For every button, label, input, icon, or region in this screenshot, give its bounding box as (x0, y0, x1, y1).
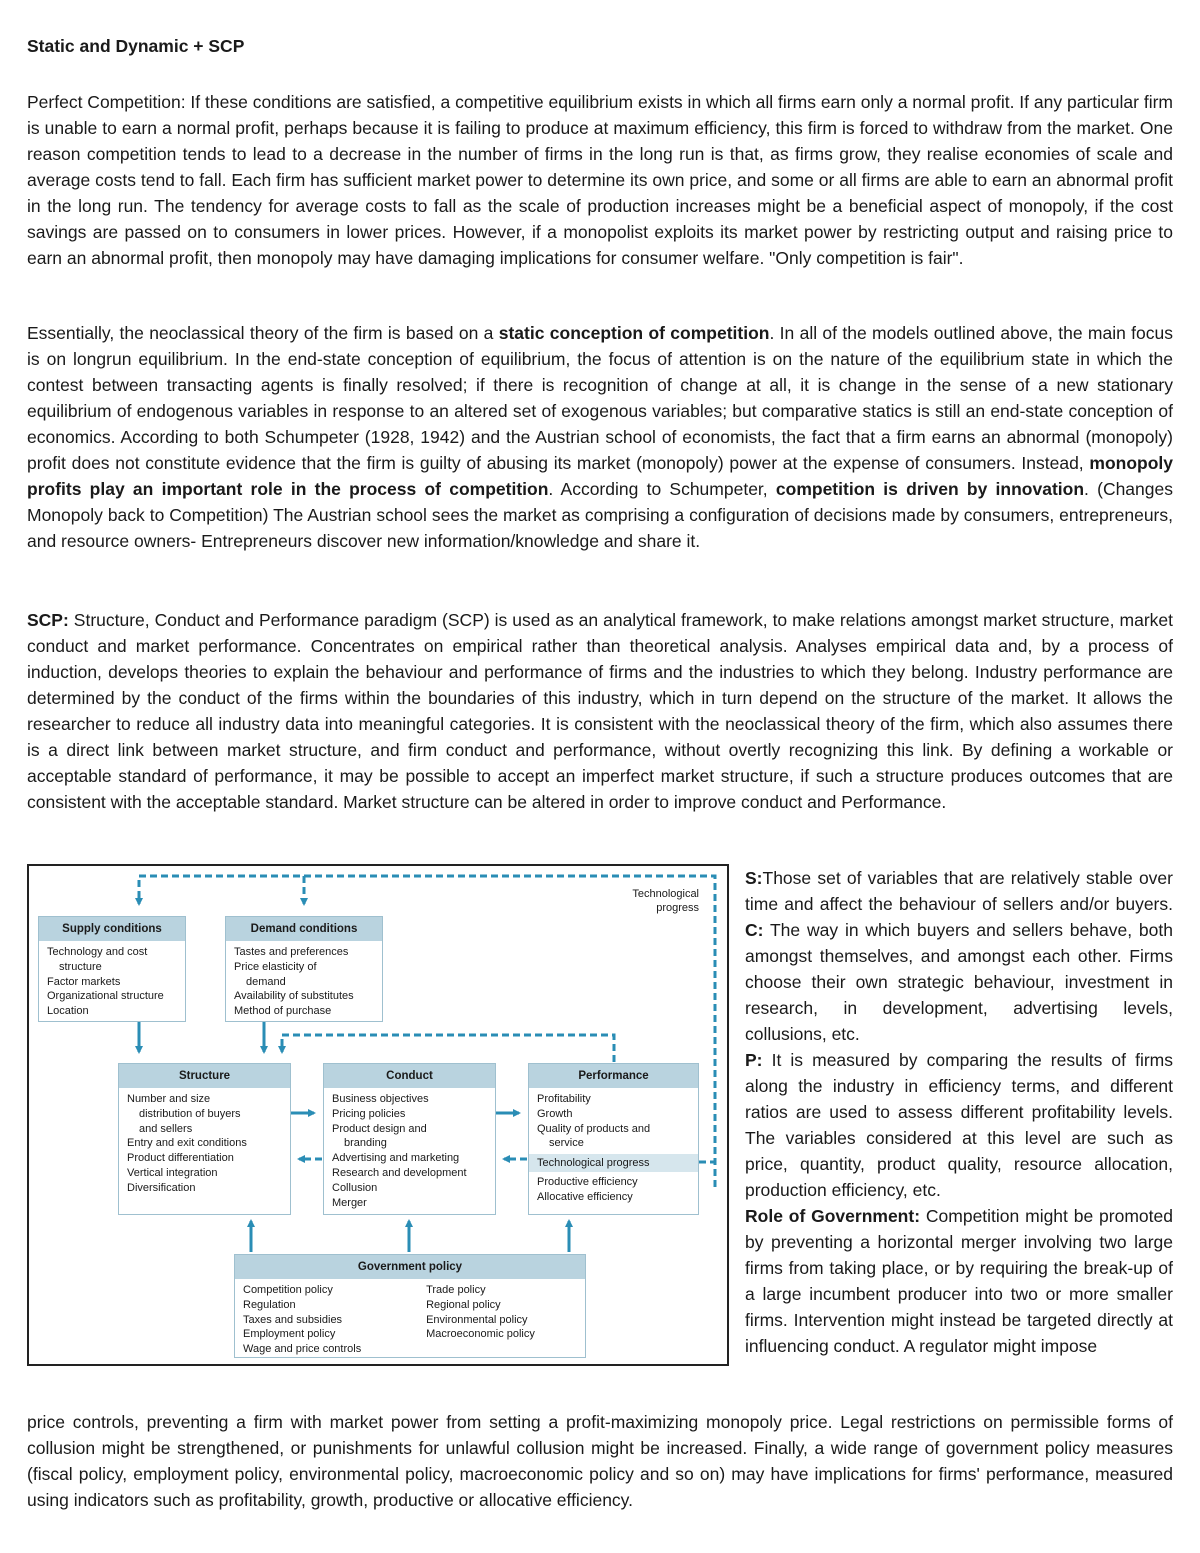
government-item: Employment policy (243, 1328, 336, 1341)
government-text: Competition might be promoted by preventing a horizontal merger involving two large firms from taking place, or by requiring the break-up of a large incumbent producer into two or more smaller firms. Intervention might instead be targeted directly at influencing conduct. A regulator might impose (745, 1206, 1173, 1356)
government-item: Taxes and subsidies (243, 1313, 343, 1326)
structure-item: distribution of buyers (139, 1107, 241, 1120)
scp-diagram (27, 864, 729, 1366)
supply-item: Technology and cost (47, 946, 148, 958)
conduct-box (323, 1063, 496, 1215)
p2-text-4: . (Changes Monopoly back to Competition) The Austrian school sees the market as comprising a configuration of decisions made by consumers, entrepreneurs, and resource owners- Entrepreneurs discover new information/knowledge and share it. (27, 479, 1173, 551)
demand-item: Method of purchase (234, 1005, 332, 1018)
structure-item: Diversification (127, 1181, 196, 1194)
p-text: It is measured by comparing the results of firms along the industry in efficiency terms, and different ratios are used to assess different profitability levels. The variables considered at this level are such as price, quantity, product quality, resource allocation, production efficiency, etc. (745, 1050, 1173, 1200)
government-item: Environmental policy (426, 1313, 528, 1326)
performance-item: service (549, 1137, 584, 1150)
demand-conditions-title: Demand conditions (226, 917, 382, 941)
p2-bold-1: static conception of competition (498, 323, 770, 343)
performance-item: Productive efficiency (537, 1176, 638, 1189)
conduct-item: Merger (332, 1196, 367, 1209)
demand-item: Availability of substitutes (234, 990, 354, 1003)
p2-text-3: . According to Schumpeter, (548, 479, 776, 499)
structure-box (118, 1063, 291, 1215)
conduct-item: Research and development (332, 1166, 467, 1179)
conduct-item: Pricing policies (332, 1107, 406, 1120)
structure-title: Structure (119, 1064, 290, 1088)
performance-box (528, 1063, 699, 1215)
government-label: Role of Government: (745, 1206, 921, 1226)
supply-item: Organizational structure (47, 990, 164, 1003)
document-title: Static and Dynamic + SCP (27, 36, 245, 56)
conduct-item: Collusion (332, 1181, 378, 1194)
structure-item: Number and size (127, 1093, 211, 1105)
demand-item: Tastes and preferences (234, 946, 349, 958)
structure-item: Vertical integration (127, 1166, 218, 1179)
government-col-2 (426, 1283, 576, 1342)
government-item: Trade policy (426, 1284, 486, 1296)
structure-item: Entry and exit conditions (127, 1137, 247, 1150)
conduct-title: Conduct (324, 1064, 495, 1088)
performance-title: Performance (529, 1064, 698, 1088)
government-item: Regional policy (426, 1298, 501, 1311)
structure-item: and sellers (139, 1122, 193, 1135)
c-label: C: (745, 920, 764, 940)
scp-label: SCP: (27, 610, 69, 630)
p-label: P: (745, 1050, 763, 1070)
government-col-1 (243, 1283, 423, 1357)
government-item: Wage and price controls (243, 1343, 362, 1356)
paragraph-perfect-competition: Perfect Competition: If these conditions are satisfied, a competitive equilibrium exists in which all firms earn only a normal profit. If any particular firm is unable to earn a normal profit, perhaps because it is failing to produce at maximum efficiency, this firm is forced to withdraw from the market. One reason competition tends to lead to a decrease in the number of firms in the long run is that, as firms grow, they realise economies of scale and average costs tend to fall. Each firm has sufficient market power to determine its own price, and some or all firms are able to earn an abnormal profit in the long run. The tendency for average costs to fall as the scale of production increases might be a beneficial aspect of monopoly, if the cost savings are passed on to consumers in lower prices. However, if a monopolist exploits its market power by restricting output and raising price to earn an abnormal profit, then monopoly may have damaging implications for consumer welfare. "Only competition is fair". (27, 92, 1173, 268)
p2-text-2: . In all of the models outlined above, the main focus is on longrun equilibrium. In the end-state conception of equilibrium, the focus of attention is on the nature of the equilibrium state in which the contest between transacting agents is finally resolved; if there is recognition of change at all, it is change in the sense of a new stationary equilibrium of endogenous variables in response to an altered set of exogenous variables; but comparative statics is still an end-state conception of economics. According to both Schumpeter (1928, 1942) and the Austrian school of economists, the fact that a firm earns an abnormal (monopoly) profit does not constitute evidence that the firm is guilty of abusing its market (monopoly) power at the expense of consumers. Instead, (27, 323, 1173, 473)
performance-item: Allocative efficiency (537, 1190, 633, 1203)
scp-text: Structure, Conduct and Performance paradigm (SCP) is used as an analytical framework, to make relations amongst market structure, market conduct and market performance. Concentrates on empirical rather than theoretical analysis. Analyses empirical data and, by a process of induction, develops theories to explain the behaviour and performance of firms and the industries to which they belong. Industry performance are determined by the conduct of the firms within the boundaries of this industry, which in turn depend on the structure of the market. It allows the researcher to reduce all industry data into meaningful categories. It is consistent with the neoclassical theory of the firm, which also assumes there is a direct link between market structure, and firm conduct and performance, without overtly recognizing this link. By defining a workable or acceptable standard of performance, it may be possible to accept an imperfect market structure, if such a structure produces outcomes that are consistent with the acceptable standard. Market structure can be altered in order to improve conduct and Performance. (27, 610, 1173, 812)
supply-item: Location (47, 1005, 89, 1018)
paragraph-static-dynamic (27, 320, 1173, 554)
tech-progress-label-line2: progress (656, 902, 699, 914)
demand-item: Price elasticity of (234, 960, 317, 973)
scp-definitions (745, 865, 1173, 1359)
demand-item: demand (246, 975, 286, 988)
s-label: S: (745, 868, 763, 888)
performance-tech-progress: Technological progress (529, 1154, 698, 1172)
performance-item: Profitability (537, 1093, 591, 1105)
paragraph-government-continued: price controls, preventing a firm with market power from setting a profit-maximizing monopoly price. Legal restrictions on permissible forms of collusion might be strengthened, or punishments for unlawful collusion might be increased. Finally, a wide range of government policy measures (fiscal policy, employment policy, environmental policy, macroeconomic policy and so on) may have implications for firms' performance, measured using indicators such as profitability, growth, productive or allocative efficiency. (27, 1412, 1173, 1510)
government-item: Competition policy (243, 1284, 333, 1296)
supply-conditions-title: Supply conditions (39, 917, 185, 941)
structure-item: Product differentiation (127, 1152, 234, 1165)
supply-item: Factor markets (47, 975, 121, 988)
s-text: Those set of variables that are relatively stable over time and affect the behaviour of sellers and/or buyers. (745, 868, 1173, 914)
demand-conditions-box (225, 916, 383, 1022)
p2-bold-2: monopoly profits play an important role in the process of competition (27, 453, 1173, 499)
government-policy-box (234, 1254, 586, 1358)
supply-item: structure (59, 960, 102, 973)
performance-item: Growth (537, 1107, 573, 1120)
p2-bold-3: competition is driven by innovation (775, 479, 1085, 499)
paragraph-scp (27, 607, 1173, 815)
conduct-item: branding (344, 1137, 387, 1150)
government-item: Regulation (243, 1298, 296, 1311)
conduct-item: Advertising and marketing (332, 1152, 460, 1165)
conduct-item: Product design and (332, 1122, 427, 1135)
performance-item: Quality of products and (537, 1122, 651, 1135)
government-item: Macroeconomic policy (426, 1328, 535, 1341)
tech-progress-label-line1: Technological (632, 888, 699, 900)
government-policy-title: Government policy (235, 1255, 585, 1279)
c-text: The way in which buyers and sellers behave, both amongst themselves, and amongst each other. Firms choose their own strategic behaviour, investment in research, in development, advertising levels, collusions, etc. (745, 920, 1173, 1044)
conduct-item: Business objectives (332, 1093, 429, 1105)
p2-text-1: Essentially, the neoclassical theory of the firm is based on a (27, 323, 499, 343)
tech-progress-label (589, 887, 699, 915)
supply-conditions-box (38, 916, 186, 1022)
